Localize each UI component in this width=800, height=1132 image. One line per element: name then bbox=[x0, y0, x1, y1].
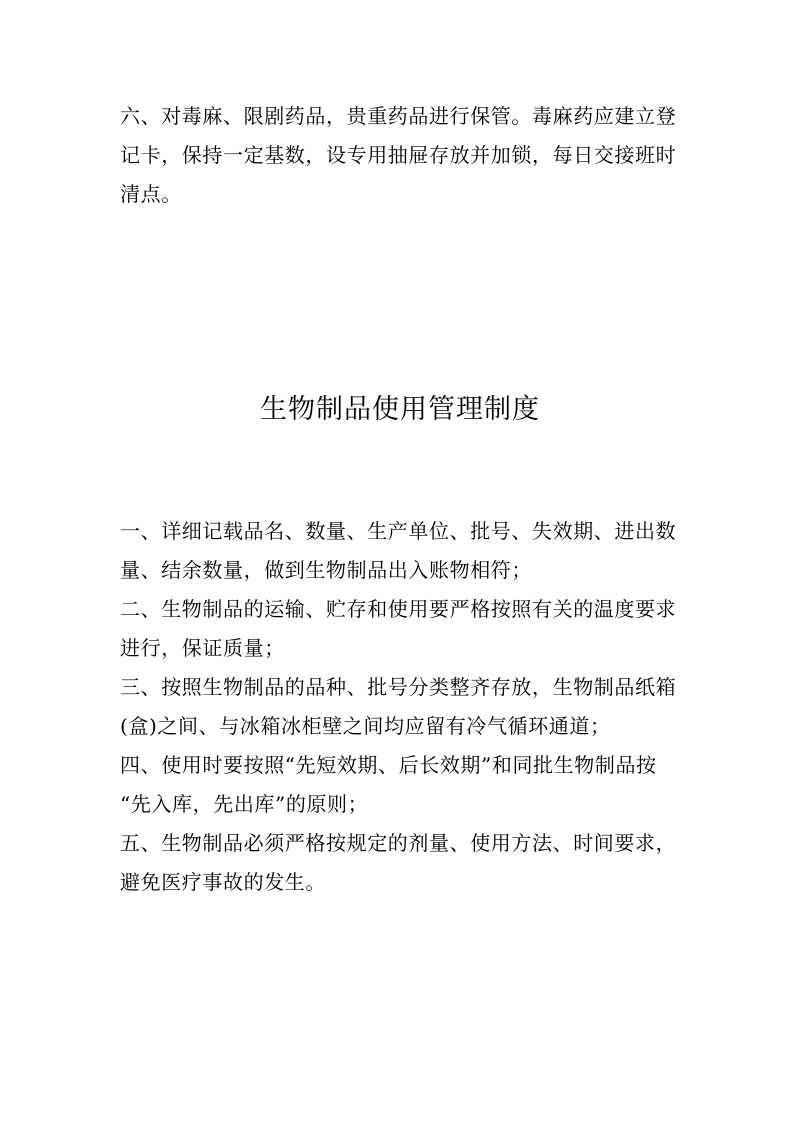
list-item bbox=[120, 590, 680, 668]
text-line: 六、对毒麻、限剧药品，贵重药品进行保管。毒麻药应建立登 bbox=[120, 104, 677, 128]
text-line: 四、使用时要按照“先短效期、后长效期”和同批生物制品按 bbox=[120, 753, 657, 777]
text-line: 清点。 bbox=[120, 182, 182, 206]
text-line: 二、生物制品的运输、贮存和使用要严格按照有关的温度要求 bbox=[120, 597, 677, 621]
section-title: 生物制品使用管理制度 bbox=[260, 394, 540, 425]
text-line: 五、生物制品必须严格按规定的剂量、使用方法、时间要求， bbox=[120, 831, 677, 855]
paragraph-six bbox=[120, 97, 680, 214]
list-item bbox=[120, 668, 680, 746]
text-line: 进行，保证质量； bbox=[120, 636, 285, 660]
text-line: 避免医疗事故的发生。 bbox=[120, 870, 326, 894]
text-line: 量、结余数量，做到生物制品出入账物相符； bbox=[120, 558, 532, 582]
text-line: (盒)之间、与冰箱冰柜壁之间均应留有冷气循环通道； bbox=[120, 714, 611, 738]
text-line: 三、按照生物制品的品种、批号分类整齐存放，生物制品纸箱 bbox=[120, 675, 677, 699]
list-item bbox=[120, 824, 680, 902]
text-line: 一、详细记载品名、数量、生产单位、批号、失效期、进出数 bbox=[120, 519, 677, 543]
text-line: “先入库，先出库”的原则； bbox=[120, 792, 369, 816]
text-line: 记卡，保持一定基数，设专用抽屉存放并加锁，每日交接班时 bbox=[120, 143, 677, 167]
rules-list bbox=[120, 512, 680, 902]
list-item bbox=[120, 512, 680, 590]
list-item bbox=[120, 746, 680, 824]
